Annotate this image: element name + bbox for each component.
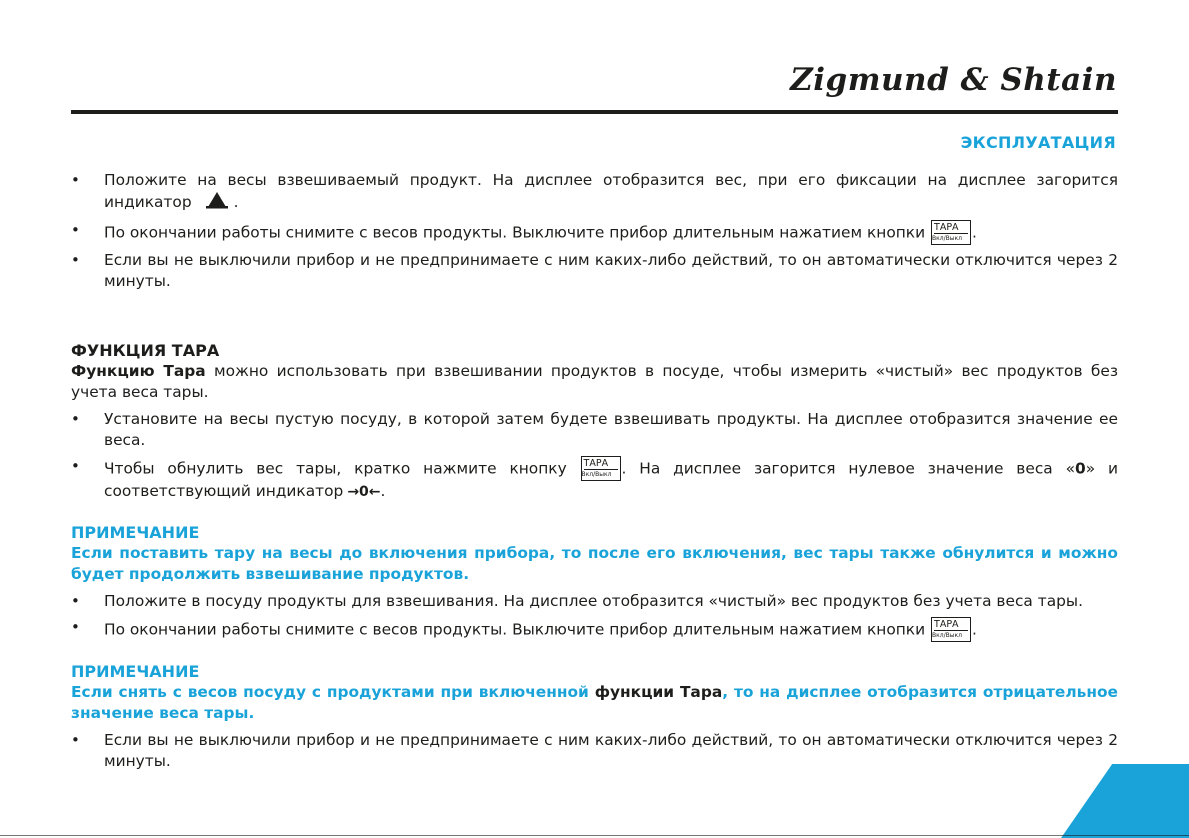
tare-button-bottom: Вкл/Выкл [932, 234, 962, 242]
header-rule [71, 110, 1118, 114]
item-text: По окончании работы снимите с весов продукты. Выключите прибор длительным нажатием кнопки [104, 223, 926, 242]
tare-button-top: ТАРА [934, 221, 968, 234]
zero-indicator-icon: →0← [347, 484, 381, 500]
list-item [71, 730, 1118, 772]
manual-content [71, 170, 1118, 777]
tare-button-icon [581, 456, 621, 481]
tare-button-icon [931, 220, 971, 245]
note-text-bold: функции Тара [594, 683, 723, 701]
brand-logo: Zigmund & Shtain [790, 62, 1117, 98]
stable-indicator-icon [206, 191, 228, 215]
item-text: Чтобы обнулить вес тары, кратко нажмите кнопку [104, 459, 567, 478]
bottom-rule [0, 835, 1189, 836]
item-text: Положите в посуду продукты для взвешивания. На дисплее отобразится «чистый» вес продуктов без учета веса тары. [104, 592, 1083, 610]
item-text-middle2: » и соответствующий индикатор [104, 459, 1118, 500]
list-item [71, 456, 1118, 503]
tare-heading: ФУНКЦИЯ ТАРА [71, 341, 220, 360]
note-heading: ПРИМЕЧАНИЕ [71, 662, 200, 681]
tare-lead-bold: Функцию Тара [71, 362, 206, 380]
list-item [71, 170, 1118, 215]
item-text: Положите на весы взвешиваемый продукт. На дисплее отобразится вес, при его фиксации на дисплее загорится индикатор [104, 171, 1118, 211]
list-item [71, 220, 1118, 245]
intro-list [71, 170, 1118, 292]
tare-button-top: ТАРА [934, 618, 968, 631]
list-item [71, 617, 1118, 642]
note-heading: ПРИМЕЧАНИЕ [71, 523, 200, 542]
tare-button-icon [931, 617, 971, 642]
item-text: Если вы не выключили прибор и не предпринимаете с ним каких-либо действий, то он автоматически отключится через 2 минуты. [104, 251, 1118, 290]
item-text-end: . [972, 620, 977, 639]
note1-list [71, 591, 1118, 642]
tare-list [71, 409, 1118, 503]
item-text: Если вы не выключили прибор и не предпринимаете с ним каких-либо действий, то он автоматически отключится через 2 минуты. [104, 731, 1118, 770]
item-text-middle: . На дисплее загорится нулевое значение веса « [621, 459, 1075, 478]
list-item [71, 591, 1118, 612]
item-text-end: . [233, 193, 239, 211]
note-text-before: Если снять с весов посуду с продуктами при включенной [71, 683, 595, 701]
note-text: Если поставить тару на весы до включения прибора, то после его включения, вес тары также обнулится и можно будет продолжить взвешивание продуктов. [71, 544, 1118, 583]
tare-button-bottom: Вкл/Выкл [581, 470, 612, 478]
item-text-end: . [972, 223, 977, 242]
zero-value: 0 [1075, 459, 1086, 478]
note2-list [71, 730, 1118, 772]
section-title: ЭКСПЛУАТАЦИЯ [960, 133, 1116, 152]
item-text: Установите на весы пустую посуду, в которой затем будете взвешивать продукты. На дисплее отобразится значение ее веса. [104, 410, 1118, 449]
tare-button-top: ТАРА [584, 457, 618, 470]
item-text: По окончании работы снимите с весов продукты. Выключите прибор длительным нажатием кнопки [104, 620, 926, 639]
note-text [71, 682, 1118, 724]
tare-lead-rest: можно использовать при взвешивании продуктов в посуде, чтобы измерить «чистый» вес продуктов без учета веса тары. [71, 362, 1118, 401]
tare-intro [71, 361, 1118, 403]
list-item [71, 409, 1118, 451]
note-text-after: , то на дисплее отобразится отрицательное значение веса тары. [71, 683, 1118, 722]
list-item [71, 250, 1118, 292]
item-text-end: . [380, 482, 386, 500]
tare-button-bottom: Вкл/Выкл [932, 631, 962, 639]
